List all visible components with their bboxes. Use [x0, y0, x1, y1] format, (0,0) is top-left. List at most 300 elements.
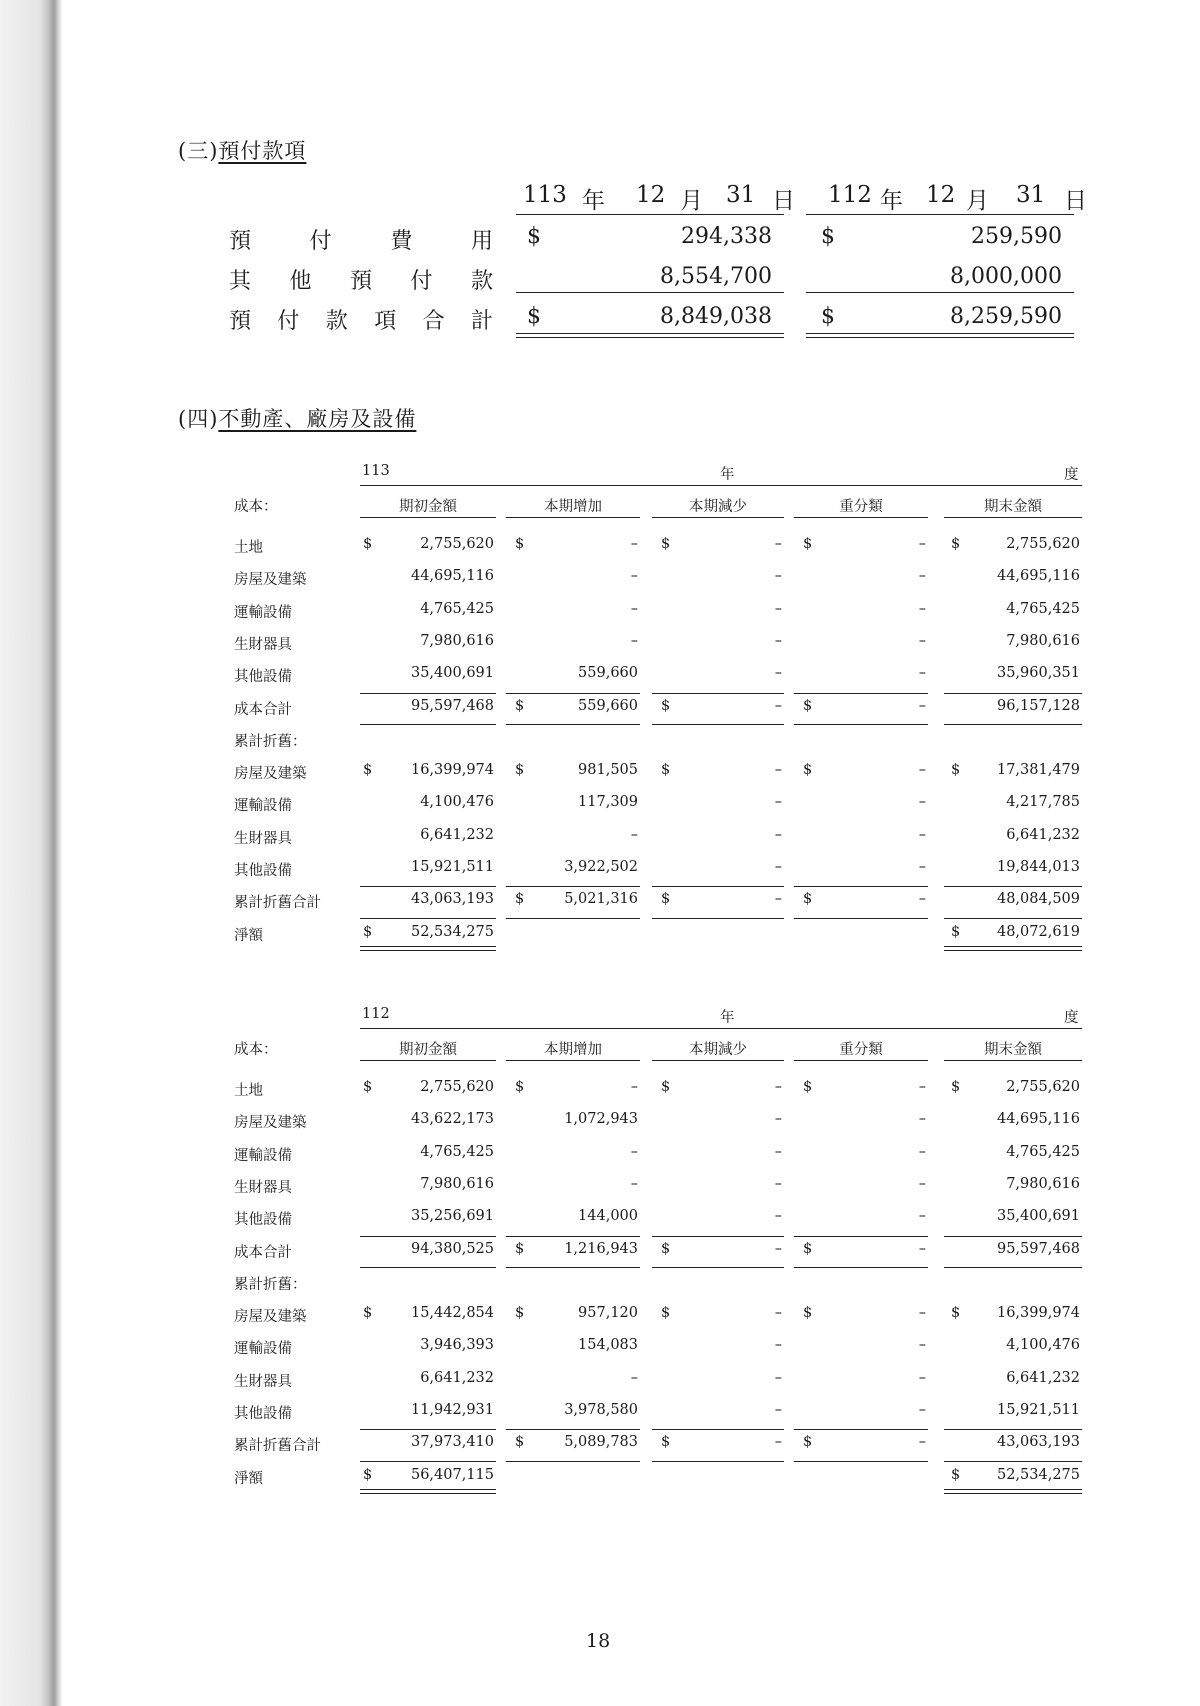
amount-value: 2,755,620	[420, 1079, 494, 1095]
net-double-rule	[360, 1489, 496, 1494]
currency-sign: $	[803, 1079, 813, 1095]
currency-sign: $	[951, 1466, 961, 1483]
dash-value: –	[918, 762, 926, 779]
column-header-rule	[360, 1060, 496, 1061]
dash-value: –	[918, 1208, 926, 1225]
total-rule	[944, 724, 1082, 725]
subtotal-rule	[360, 1236, 496, 1237]
currency-sign: $	[951, 762, 961, 779]
amount-value: 4,217,785	[1006, 794, 1080, 811]
amount-value: 44,695,116	[996, 1111, 1080, 1128]
prepay-row-label-char: 預	[229, 309, 252, 334]
total-label: 成本合計	[234, 701, 292, 718]
subtotal-rule	[794, 693, 928, 694]
amount-value: 35,960,351	[996, 665, 1080, 682]
prepay-col2-header: 112	[828, 182, 872, 208]
currency-sign: $	[515, 1305, 525, 1322]
column-header-rule	[652, 1060, 784, 1061]
amount-value: 4,765,425	[1006, 1143, 1080, 1160]
prepay-row-label-char: 其	[229, 269, 252, 294]
dash-value: –	[918, 1434, 926, 1451]
dash-value: –	[918, 1369, 926, 1386]
cost-header: 成本：	[234, 499, 278, 515]
column-header-rule	[360, 517, 496, 518]
amount-value: 6,641,232	[1006, 1369, 1080, 1386]
amount-value: 144,000	[578, 1208, 638, 1225]
amount-value: 94,380,525	[410, 1240, 494, 1257]
total-rule	[794, 918, 928, 919]
dash-value: –	[774, 794, 782, 811]
prepay-col2-header: 年	[880, 188, 903, 214]
amount-value: 5,089,783	[564, 1434, 638, 1451]
prepay-row-label-char: 項	[374, 309, 397, 334]
dash-value: –	[918, 568, 926, 585]
total-rule	[360, 918, 496, 919]
net-double-rule	[360, 946, 496, 951]
dash-value: –	[918, 794, 926, 811]
prepay-value-113: 8,554,700	[660, 264, 772, 289]
prepay-col1-header: 年	[582, 188, 605, 214]
subtotal-rule	[794, 1236, 928, 1237]
currency-sign: $	[951, 1079, 961, 1095]
currency-sign: $	[661, 1240, 671, 1257]
dash-value: –	[918, 1402, 926, 1418]
currency-sign: $	[527, 224, 541, 249]
total-rule	[794, 1461, 928, 1462]
dash-value: –	[774, 1079, 782, 1095]
dash-value: –	[918, 697, 926, 714]
currency-sign: $	[515, 762, 525, 779]
currency-sign: $	[515, 891, 525, 908]
amount-value: 15,921,511	[410, 859, 494, 875]
subtotal-rule	[652, 1429, 784, 1430]
amount-value: 4,765,425	[1006, 600, 1080, 617]
column-header: 重分類	[839, 499, 883, 515]
dash-value: –	[630, 536, 638, 552]
dash-value: –	[630, 568, 638, 585]
dash-value: –	[774, 1369, 782, 1386]
currency-sign: $	[661, 697, 671, 714]
dash-value: –	[918, 600, 926, 617]
amount-value: 1,216,943	[564, 1240, 638, 1257]
prepay-row-label-char: 付	[309, 229, 332, 254]
amount-value: 43,063,193	[410, 891, 494, 908]
net-double-rule	[944, 946, 1082, 951]
column-header-rule	[944, 1060, 1082, 1061]
cost-header: 成本：	[234, 1042, 278, 1058]
dash-value: –	[774, 1402, 782, 1418]
currency-sign: $	[803, 536, 813, 552]
dash-value: –	[774, 536, 782, 552]
dash-value: –	[630, 1175, 638, 1192]
amount-value: 559,660	[578, 697, 638, 714]
amount-value: 44,695,116	[410, 568, 494, 585]
prepay-row-label-char: 款	[325, 309, 348, 334]
prepay-total-double-rule-1	[516, 333, 784, 338]
page-number: 18	[586, 1630, 611, 1652]
dash-value: –	[774, 665, 782, 682]
column-header: 本期減少	[689, 499, 747, 515]
amount-value: 35,256,691	[410, 1208, 494, 1225]
amount-value: 19,844,013	[996, 859, 1080, 875]
row-label: 其他設備	[234, 863, 292, 879]
currency-sign: $	[951, 1305, 961, 1322]
currency-sign: $	[515, 1434, 525, 1451]
column-header-rule	[506, 517, 640, 518]
currency-sign: $	[363, 1466, 373, 1483]
total-rule	[944, 918, 1082, 919]
total-rule	[506, 1461, 640, 1462]
total-rule	[506, 918, 640, 919]
currency-sign: $	[515, 1079, 525, 1095]
prepay-row-label-char: 付	[410, 269, 433, 294]
table-du-char: 度	[1064, 1010, 1079, 1026]
total-rule	[794, 1267, 928, 1268]
section4-title	[178, 403, 416, 433]
table-year: 113	[362, 463, 390, 479]
amount-value: 15,921,511	[996, 1402, 1080, 1418]
dash-value: –	[774, 1208, 782, 1225]
currency-sign: $	[363, 923, 373, 940]
row-label: 其他設備	[234, 669, 292, 686]
row-label: 土地	[234, 1083, 263, 1099]
dash-value: –	[630, 632, 638, 649]
total-rule	[652, 918, 784, 919]
dash-value: –	[918, 891, 926, 908]
row-label: 生財器具	[234, 636, 292, 653]
prepay-col1-header: 113	[523, 182, 567, 208]
total-rule	[652, 1461, 784, 1462]
dash-value: –	[630, 1369, 638, 1386]
dash-value: –	[918, 1240, 926, 1257]
row-label: 土地	[234, 540, 263, 556]
subtotal-rule	[506, 886, 640, 887]
table-header-rule	[360, 485, 1082, 486]
amount-value: 7,980,616	[1006, 632, 1080, 649]
row-label: 房屋及建築	[234, 572, 307, 589]
column-header-rule	[794, 517, 928, 518]
dash-value: –	[918, 536, 926, 552]
amount-value: 2,755,620	[420, 536, 494, 552]
amount-value: 4,100,476	[420, 794, 494, 811]
column-header: 期末金額	[984, 1042, 1042, 1058]
dash-value: –	[918, 1143, 926, 1160]
amount-value: 11,942,931	[410, 1402, 494, 1418]
currency-sign: $	[363, 1305, 373, 1322]
amount-value: 17,381,479	[996, 762, 1080, 779]
amount-value: 3,978,580	[564, 1402, 638, 1418]
currency-sign: $	[661, 536, 671, 552]
amount-value: 559,660	[578, 665, 638, 682]
total-rule	[506, 1267, 640, 1268]
subtotal-rule	[506, 1236, 640, 1237]
subtotal-rule	[360, 693, 496, 694]
subtotal-rule	[652, 1236, 784, 1237]
prepay-col2-header: 31	[1016, 182, 1046, 208]
currency-sign: $	[821, 304, 835, 329]
column-header: 重分類	[839, 1042, 883, 1058]
total-label: 累計折舊合計	[234, 1438, 321, 1455]
row-label: 房屋及建築	[234, 766, 307, 783]
amount-value: 48,084,509	[996, 891, 1080, 908]
prepay-col2-header: 12	[926, 182, 956, 208]
dash-value: –	[774, 1337, 782, 1354]
dash-value: –	[630, 826, 638, 843]
section3-prefix: (三)	[178, 139, 219, 163]
dash-value: –	[918, 665, 926, 682]
prepay-col2-header: 月	[966, 188, 989, 214]
amount-value: 43,622,173	[410, 1111, 494, 1128]
dash-value: –	[774, 1175, 782, 1192]
dash-value: –	[774, 697, 782, 714]
dash-value: –	[630, 1143, 638, 1160]
currency-sign: $	[803, 1305, 813, 1322]
prepay-row-label-char: 預	[229, 229, 252, 254]
column-header-rule	[652, 517, 784, 518]
prepay-col1-header: 月	[680, 188, 703, 214]
currency-sign: $	[515, 697, 525, 714]
total-label: 成本合計	[234, 1244, 292, 1261]
prepay-value-113: 294,338	[681, 224, 772, 249]
currency-sign: $	[363, 1079, 373, 1095]
currency-sign: $	[661, 762, 671, 779]
column-header-rule	[944, 517, 1082, 518]
row-label: 房屋及建築	[234, 1309, 307, 1326]
amount-value: 35,400,691	[410, 665, 494, 682]
amount-value: 4,765,425	[420, 600, 494, 617]
row-label: 其他設備	[234, 1212, 292, 1229]
amount-value: 16,399,974	[996, 1305, 1080, 1322]
column-header: 期初金額	[399, 499, 457, 515]
currency-sign: $	[363, 536, 373, 552]
subtotal-rule	[506, 1429, 640, 1430]
currency-sign: $	[803, 1240, 813, 1257]
depreciation-header: 累計折舊：	[234, 1276, 307, 1293]
dash-value: –	[774, 1434, 782, 1451]
amount-value: 5,021,316	[564, 891, 638, 908]
amount-value: 44,695,116	[996, 568, 1080, 585]
table-year-char: 年	[720, 467, 735, 483]
amount-value: 96,157,128	[996, 697, 1080, 714]
currency-sign: $	[821, 224, 835, 249]
subtotal-rule	[794, 886, 928, 887]
prepay-total-double-rule-2	[806, 333, 1074, 338]
dash-value: –	[918, 1337, 926, 1354]
column-header: 期末金額	[984, 499, 1042, 515]
currency-sign: $	[661, 1305, 671, 1322]
dash-value: –	[918, 1111, 926, 1128]
column-header-rule	[506, 1060, 640, 1061]
dash-value: –	[918, 632, 926, 649]
scan-binding-edge	[0, 0, 62, 1706]
dash-value: –	[918, 859, 926, 875]
amount-value: 4,100,476	[1006, 1337, 1080, 1354]
prepay-col2-header-rule	[806, 214, 1074, 215]
dash-value: –	[918, 826, 926, 843]
total-rule	[652, 1267, 784, 1268]
prepay-row-label-char: 款	[471, 269, 494, 294]
subtotal-rule	[360, 1429, 496, 1430]
net-double-rule	[944, 1489, 1082, 1494]
amount-value: 15,442,854	[410, 1305, 494, 1322]
subtotal-rule	[944, 693, 1082, 694]
subtotal-rule	[944, 1429, 1082, 1430]
prepay-col2-header: 日	[1064, 188, 1087, 214]
prepay-value-113: 8,849,038	[660, 304, 772, 329]
net-label: 淨額	[234, 1470, 263, 1487]
subtotal-rule	[360, 886, 496, 887]
currency-sign: $	[951, 536, 961, 552]
currency-sign: $	[515, 1240, 525, 1257]
section4-prefix: (四)	[178, 407, 219, 431]
row-label: 生財器具	[234, 1373, 292, 1390]
amount-value: 3,946,393	[420, 1337, 494, 1354]
subtotal-rule	[506, 693, 640, 694]
amount-value: 43,063,193	[996, 1434, 1080, 1451]
total-rule	[360, 724, 496, 725]
total-rule	[360, 1267, 496, 1268]
currency-sign: $	[951, 923, 961, 940]
subtotal-rule	[652, 693, 784, 694]
amount-value: 2,755,620	[1006, 536, 1080, 552]
row-label: 運輸設備	[234, 604, 292, 621]
currency-sign: $	[803, 1434, 813, 1451]
table-year: 112	[362, 1006, 390, 1022]
amount-value: 6,641,232	[420, 1369, 494, 1386]
amount-value: 7,980,616	[420, 632, 494, 649]
subtotal-rule	[652, 886, 784, 887]
prepay-row-label-char: 他	[289, 269, 312, 294]
dash-value: –	[774, 568, 782, 585]
net-value-begin: 52,534,275	[410, 923, 494, 940]
column-header: 本期增加	[544, 1042, 602, 1058]
prepay-row-label-char: 付	[277, 309, 300, 334]
prepay-col1-header: 12	[636, 182, 666, 208]
subtotal-rule	[944, 1236, 1082, 1237]
section3-title-text: 預付款項	[218, 139, 307, 163]
prepay-subtotal-rule-1	[516, 292, 784, 293]
total-rule	[944, 1461, 1082, 1462]
column-header: 本期增加	[544, 499, 602, 515]
net-value-end: 52,534,275	[996, 1466, 1080, 1483]
amount-value: 7,980,616	[420, 1175, 494, 1192]
row-label: 運輸設備	[234, 1147, 292, 1164]
amount-value: 95,597,468	[410, 697, 494, 714]
row-label: 運輸設備	[234, 798, 292, 815]
table-year-char: 年	[720, 1010, 735, 1026]
amount-value: 95,597,468	[996, 1240, 1080, 1257]
depreciation-header: 累計折舊：	[234, 733, 307, 750]
prepay-col1-header-rule	[516, 214, 784, 215]
prepay-value-112: 8,000,000	[950, 264, 1062, 289]
column-header: 本期減少	[689, 1042, 747, 1058]
total-rule	[652, 724, 784, 725]
amount-value: 1,072,943	[564, 1111, 638, 1128]
table-du-char: 度	[1064, 467, 1079, 483]
amount-value: 4,765,425	[420, 1143, 494, 1160]
dash-value: –	[774, 891, 782, 908]
row-label: 生財器具	[234, 1179, 292, 1196]
dash-value: –	[774, 762, 782, 779]
prepay-col1-header: 日	[772, 188, 795, 214]
currency-sign: $	[661, 1079, 671, 1095]
amount-value: 16,399,974	[410, 762, 494, 779]
dash-value: –	[918, 1175, 926, 1192]
row-label: 生財器具	[234, 830, 292, 847]
section3-title	[178, 135, 306, 165]
dash-value: –	[630, 1079, 638, 1095]
currency-sign: $	[515, 536, 525, 552]
total-rule	[944, 1267, 1082, 1268]
section4-title-text: 不動產、廠房及設備	[218, 407, 417, 431]
prepay-row-label-char: 用	[471, 229, 494, 254]
row-label: 房屋及建築	[234, 1115, 307, 1132]
net-value-begin: 56,407,115	[410, 1466, 494, 1483]
amount-value: 6,641,232	[420, 826, 494, 843]
currency-sign: $	[803, 891, 813, 908]
prepay-row-label-char: 計	[471, 309, 494, 334]
column-header-rule	[794, 1060, 928, 1061]
dash-value: –	[774, 600, 782, 617]
dash-value: –	[918, 1079, 926, 1095]
table-header-rule	[360, 1028, 1082, 1029]
currency-sign: $	[803, 762, 813, 779]
amount-value: 154,083	[578, 1337, 638, 1354]
dash-value: –	[774, 1111, 782, 1128]
dash-value: –	[918, 1305, 926, 1322]
amount-value: 6,641,232	[1006, 826, 1080, 843]
amount-value: 981,505	[578, 762, 638, 779]
currency-sign: $	[803, 697, 813, 714]
prepay-value-112: 259,590	[971, 224, 1062, 249]
currency-sign: $	[661, 891, 671, 908]
dash-value: –	[774, 1143, 782, 1160]
amount-value: 37,973,410	[410, 1434, 494, 1451]
dash-value: –	[630, 600, 638, 617]
net-label: 淨額	[234, 927, 263, 944]
amount-value: 7,980,616	[1006, 1175, 1080, 1192]
currency-sign: $	[661, 1434, 671, 1451]
total-label: 累計折舊合計	[234, 895, 321, 912]
prepay-row-label-char: 費	[390, 229, 413, 254]
prepay-subtotal-rule-2	[806, 292, 1074, 293]
total-rule	[794, 724, 928, 725]
dash-value: –	[774, 632, 782, 649]
subtotal-rule	[944, 886, 1082, 887]
prepay-row-label-char: 預	[350, 269, 373, 294]
row-label: 其他設備	[234, 1406, 292, 1422]
dash-value: –	[774, 1240, 782, 1257]
amount-value: 2,755,620	[1006, 1079, 1080, 1095]
net-value-end: 48,072,619	[996, 923, 1080, 940]
dash-value: –	[774, 826, 782, 843]
currency-sign: $	[527, 304, 541, 329]
row-label: 運輸設備	[234, 1341, 292, 1358]
total-rule	[360, 1461, 496, 1462]
amount-value: 35,400,691	[996, 1208, 1080, 1225]
amount-value: 3,922,502	[564, 859, 638, 875]
subtotal-rule	[794, 1429, 928, 1430]
dash-value: –	[774, 859, 782, 875]
prepay-col1-header: 31	[726, 182, 756, 208]
total-rule	[506, 724, 640, 725]
dash-value: –	[774, 1305, 782, 1322]
prepay-value-112: 8,259,590	[950, 304, 1062, 329]
prepay-row-label-char: 合	[422, 309, 445, 334]
currency-sign: $	[363, 762, 373, 779]
amount-value: 117,309	[578, 794, 638, 811]
amount-value: 957,120	[578, 1305, 638, 1322]
